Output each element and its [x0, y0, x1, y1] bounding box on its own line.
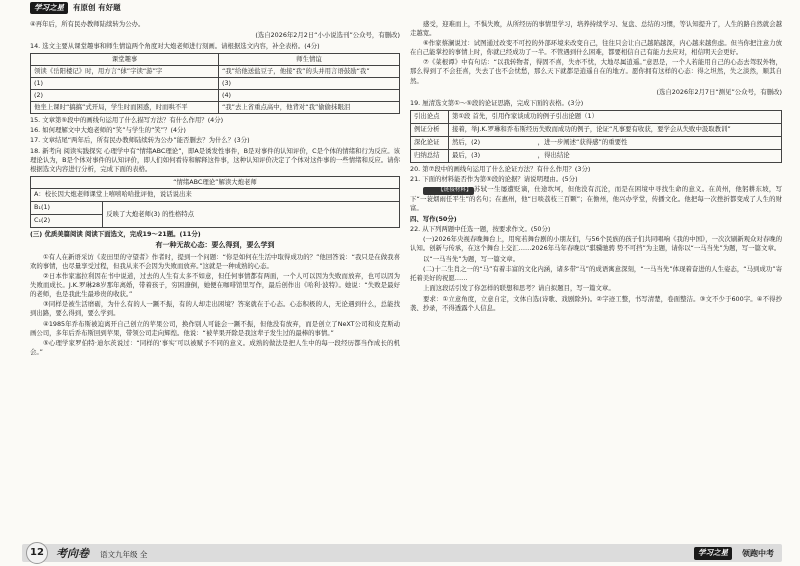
essay-paragraph: ①有人在新语采访《麦田里的守望者》作者时，提到一个问题：“你是如何在生活中取得成功的？”他回答说：“我只是在做我喜欢的事情，也尽量享受过程，但我从来不会因为失败而放弃。”这就是一种成熟的心态。	[30, 252, 400, 270]
question-15: 15. 文章第⑤段中的画线句运用了什么描写方法？有什么作用？(4分)	[30, 116, 224, 125]
q19-content: 接着，举J.K.罗琳和乔布斯经历失败而成功的例子，论证“凡事要有收获，要学会从失败中汲取教训”	[448, 123, 781, 136]
q14-blank[interactable]: (4)	[218, 90, 399, 102]
footer-right-title: 领跑中考	[742, 549, 774, 558]
brand-slogan: 有原创 有好题	[73, 2, 121, 12]
footer-subject: 语文九年级 全	[100, 550, 148, 559]
page-number: 12	[26, 542, 48, 564]
q19-content[interactable]: 然后，(2) ，进一步阐述“获得感”的重要性	[448, 136, 781, 149]
question-22: 22. 从下列两题中任选一题，按要求作文。(50分)	[410, 225, 551, 234]
writing-requirements: 要求：①立意角度，立意自定，文体自选(诗歌、戏剧除外)。②字迹工整，书写清楚，卷面整洁。③文不少于600字。④不得抄袭、抄录，不得透露个人信息。	[410, 294, 782, 312]
source-note-1: (选自2026年2月2日“小小说选刊”公众号，有删改)	[255, 31, 400, 40]
essay-paragraph: 感受，迎难而上，不惧失败，从所经历的事情里学习，培养持续学习、复盘、总结的习惯，等认知提升了，人生的路自然就会越走越宽。	[410, 20, 782, 38]
q14-blank[interactable]: (2)	[31, 90, 219, 102]
q14-header-left: 课堂趣事	[31, 54, 219, 66]
writing-prompt-1: (一)2026年央视春晚舞台上，用宛若舞台剧的小朋友们，与56个民族的孩子们共同唱响《我的中国》，一次次刷新观众对春晚的认知。创新与传承，在这个舞台上交汇……2026年马年春晚以“骐骥驰骋 势不可挡”为主题，请你以“一马当先”为题，写一篇文章。	[410, 235, 782, 253]
brand-logo: 学习之星	[30, 2, 68, 15]
writing-prompt-2-task: 上面这段话引发了你怎样的联想和思考？请自拟题目，写一篇文章。	[423, 283, 615, 292]
footer-brand: 考向卷	[56, 547, 89, 560]
q19-label: 深化论证	[411, 136, 449, 149]
link-material-text: 苏轼一生屡遭贬谪，仕途坎坷，但他没有沉沦，而是在困境中寻找生命的意义。在黄州，他躬耕东坡，写下“一蓑烟雨任平生”的名句；在惠州，他“日啖荔枝三百颗”；在儋州，他兴办学堂，传播文化。他把每一次挫折都变成了人生的财富。	[410, 185, 782, 213]
section-3-heading: (三) 优质美篇阅读 阅读下面选文，完成19～21题。(11分)	[30, 229, 201, 238]
essay-paragraph: ⑤心理学家罗伯特·迪尔茨说过：“同样的‘事实’可以被赋予不同的意义。成熟的做法是把人生中的每一段经历都当作成长的机会。”	[30, 338, 400, 356]
q19-table	[410, 110, 782, 163]
abc-b-right[interactable]: 反映了大炮老师(3)	[106, 209, 161, 218]
q14-cell: 他坐上课时“搞搞”式开局，学生时而困惑，时而哄不平	[31, 102, 219, 114]
abc-a-row: A：校长因大炮老师课堂上嘻嘻哈哈批评他，说话说出来	[31, 188, 400, 201]
left-column	[30, 20, 400, 358]
q14-blank[interactable]: (3)	[218, 78, 399, 90]
essay-paragraph: ⑦《菜根谭》中有句话：“以我转物者，得固不喜，失亦不忧，大地尽属逍遥。”意思是，一个人若能用自己的心态去驾驭外物，那么得到了不会狂喜，失去了也不会忧愁，那么天下就都是逍遥自在的地方。愿你拥有这样的心态：得之坦然，失之淡然，顺其自然。	[410, 58, 782, 85]
link-material-label: 【链接材料】	[423, 187, 474, 195]
abc-b1-blank[interactable]: B₁(1)	[31, 201, 103, 214]
abc-table-title: “情绪ABC理论”解读大炮老师	[31, 176, 400, 188]
question-17: 17. 文章结尾“两年后，所有民办教师陆续转为公办”能否删去？为什么？(3分)	[30, 136, 250, 145]
question-21: 21. 下面的材料能否作为第⑤段的论据？请说明理由。(5分)	[410, 174, 578, 183]
question-14: 14. 选文主要从课堂趣事和师生情谊两个角度对大炮老师进行刻画。请根据选文内容，补全表格。(4分)	[30, 42, 320, 51]
link-material	[410, 185, 782, 213]
footer-right-logo: 学习之星	[694, 547, 732, 560]
q14-cell: “我”给他送盐豆子，他接“我”的头并用言语鼓励“我”	[218, 66, 399, 78]
q19-label: 引出论点	[411, 110, 449, 123]
page-footer	[0, 538, 800, 566]
right-column	[410, 20, 782, 314]
essay-title: 有一种无故心态：要么得到，要么学到	[155, 240, 275, 249]
q14-blank[interactable]: (1)	[31, 78, 219, 90]
writing-prompt-2: (二)十二生肖之一的“马”有着丰富的文化内涵，诸多带“马”的成语寓意深刻，“一马当先”体现着奋进的人生姿态，“马到成功”寄托着美好的祝愿……	[410, 264, 782, 282]
essay-paragraph: ⑥作家蔡澜说过：试图通过改变不可控的外部环境来改变自己，往往只会让自己越陷越深，内心越来越焦虑。但当你把注意力放在自己能掌控的事情上时，你就已经成功了一半。不管遇到什么困难，都要相信自己有能力去应对，相信明天会更好。	[410, 39, 782, 57]
question-16: 16. 如何理解文中大炮老师的“笑”与学生的“笑”？(4分)	[30, 126, 186, 135]
section-4-heading: 四、写作(50分)	[410, 215, 457, 224]
q19-label: 例证分析	[411, 123, 449, 136]
question-19: 19. 厘清选文第①～⑤段的论证思路，完成下面的表格。(3分)	[410, 98, 584, 107]
q14-cell: 领读《岳阳楼记》时，用方言“俅”字读“游”字	[31, 66, 219, 78]
abc-c-right: 的性格特点	[162, 209, 195, 218]
essay-paragraph: ②日本作家塞拉利因在书中说道，过去的人生有太多不如意，但任何事情都有两面，一个人可以因为失败而放弃，也可以因为失败而成长。J.K.罗琳28岁那年离婚，带着孩子，穷困潦倒，她便在咖啡馆里写作，最后创作出《哈利·波特》。她说：“失败是最好的老师，也是我此生最珍贵的收获。”	[30, 272, 400, 299]
q14-cell: “我”去上省重点高中，他背对“我”偷偷抹眼泪	[218, 102, 399, 114]
abc-table	[30, 176, 400, 228]
q19-label: 归纳总结	[411, 149, 449, 162]
abc-c1-blank[interactable]: C₁(2)	[31, 214, 103, 227]
writing-prompt-1-task: 以“一马当先”为题，写一篇文章。	[423, 254, 520, 263]
q14-table	[30, 53, 400, 114]
q14-header-right: 师生情谊	[218, 54, 399, 66]
essay-paragraph: ④1985年乔布斯被迫离开自己创立的苹果公司，换作别人可能会一蹶不振，但他没有放弃，而是创立了NeXT公司和皮克斯动画公司，多年后乔布斯回到苹果，带领公司走向辉煌。他说：“被苹果开除是我这辈子发生过的最棒的事情。”	[30, 319, 400, 337]
question-18: 18. 新考向 阅读实践探究 心理学中有“情绪ABC理论”，即A是诱发性事件，B是对事件的认知评价，C是个体的情绪和行为反应。该理论认为，B是个体对事件的认知评价，即人们如何看待和解释这件事，这种认知评价决定了个体对这件事的一些情绪和反应。请你根据选文内容进行分析，完成下面的表格。	[30, 146, 400, 173]
page-header	[0, 0, 800, 16]
source-note-2: (选自2026年2月7日“测见”公众号，有删改)	[656, 87, 782, 96]
top-text: ④再年后，所有民办教师陆续转为公办。	[30, 20, 145, 28]
q19-content[interactable]: 第①段 首先，引用作家谈成功的例子引出论题（1）	[448, 110, 781, 123]
q19-content[interactable]: 最后，(3) ，得出结论	[448, 149, 781, 162]
question-20: 20. 第⑦段中的画线句运用了什么论证方法？有什么作用？(3分)	[410, 164, 591, 173]
essay-paragraph: ③同样是被生活磨砺，为什么有的人一蹶不振，有的人却走出困境？答案就在于心态。心态积极的人，无论遇到什么，总能找到出路，要么得到，要么学到。	[30, 300, 400, 318]
abc-right-cell	[103, 201, 400, 227]
